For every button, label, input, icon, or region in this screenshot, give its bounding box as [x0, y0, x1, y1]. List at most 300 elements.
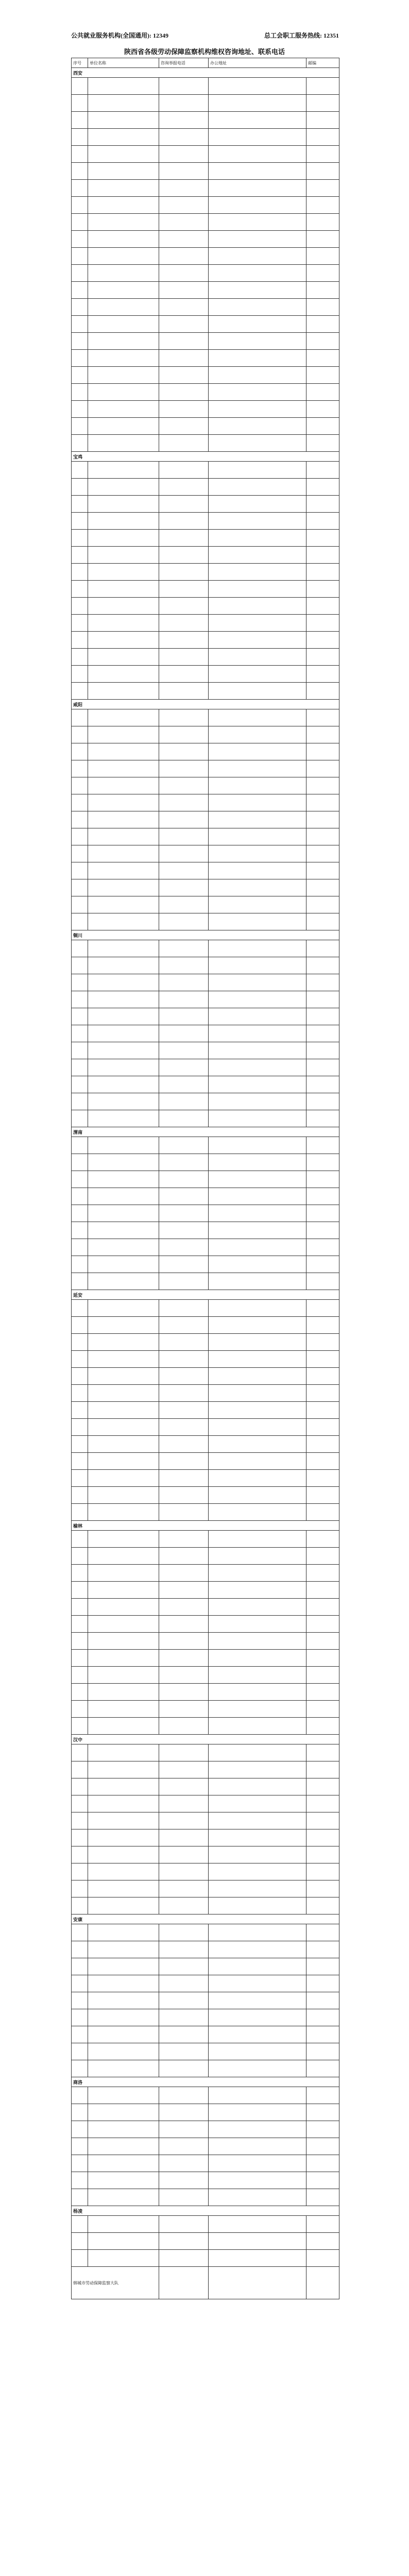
table-cell: [88, 1351, 159, 1368]
table-cell: [209, 1171, 306, 1188]
table-cell: [209, 462, 306, 479]
table-row: [72, 1548, 339, 1565]
table-cell: [72, 231, 88, 248]
table-cell: [306, 299, 339, 316]
table-row: [72, 1076, 339, 1093]
table-cell: [88, 1300, 159, 1317]
table-row: [72, 316, 339, 333]
table-cell: [88, 649, 159, 666]
table-cell: [72, 1941, 88, 1958]
table-cell: [209, 1222, 306, 1239]
table-row: [72, 1436, 339, 1453]
table-cell: [159, 1701, 209, 1718]
table-cell: [72, 547, 88, 564]
table-row: [72, 1582, 339, 1599]
table-row: [72, 350, 339, 367]
table-cell: [159, 581, 209, 598]
table-cell: [306, 1701, 339, 1718]
table-cell: [209, 683, 306, 700]
table-cell: [88, 1863, 159, 1880]
table-cell: [72, 2172, 88, 2189]
table-cell: [209, 2104, 306, 2121]
table-cell: [88, 496, 159, 513]
table-cell: [159, 1531, 209, 1548]
table-cell: [88, 1684, 159, 1701]
table-row: [72, 940, 339, 957]
table-cell: [88, 1470, 159, 1487]
column-header: 咨询举报电话: [159, 58, 209, 68]
table-row: [72, 598, 339, 615]
table-cell: [159, 1958, 209, 1975]
table-row: [72, 1795, 339, 1812]
table-cell: [88, 180, 159, 197]
table-cell: [209, 760, 306, 777]
table-cell: [209, 496, 306, 513]
table-row: [72, 1008, 339, 1025]
table-cell: [209, 1761, 306, 1778]
table-cell: [306, 2087, 339, 2104]
document-title: 陕西省各级劳动保障监察机构维权咨询地址、联系电话: [124, 48, 285, 56]
table-cell: [88, 1042, 159, 1059]
table-cell: [306, 1351, 339, 1368]
table-cell: [209, 2267, 306, 2299]
table-cell: [209, 1256, 306, 1273]
table-cell: [88, 163, 159, 180]
table-cell: [88, 709, 159, 726]
table-cell: [72, 1548, 88, 1565]
table-cell: [306, 1334, 339, 1351]
table-row: [72, 197, 339, 214]
table-cell: [72, 1137, 88, 1154]
table-cell: [159, 1385, 209, 1402]
table-cell: [72, 1897, 88, 1914]
table-cell: [72, 828, 88, 845]
table-row: [72, 1667, 339, 1684]
table-cell: [159, 1402, 209, 1419]
table-cell: [72, 2250, 88, 2267]
table-cell: [209, 2060, 306, 2077]
table-cell: [209, 2087, 306, 2104]
table-cell: [306, 862, 339, 879]
table-cell: [209, 231, 306, 248]
table-cell: [159, 666, 209, 683]
table-cell: [209, 1863, 306, 1880]
table-row: [72, 1110, 339, 1127]
table-cell: [88, 845, 159, 862]
region-header-row: [72, 1127, 339, 1137]
table-cell: [72, 1042, 88, 1059]
table-cell: [72, 991, 88, 1008]
table-cell: [88, 683, 159, 700]
table-cell: [159, 1582, 209, 1599]
table-cell: [72, 598, 88, 615]
table-cell: [306, 197, 339, 214]
table-cell: [159, 564, 209, 581]
table-cell: [209, 547, 306, 564]
table-cell: [306, 1317, 339, 1334]
table-cell: [159, 2043, 209, 2060]
table-row: [72, 367, 339, 384]
table-cell: [72, 1470, 88, 1487]
table-cell: [88, 231, 159, 248]
table-cell: [159, 743, 209, 760]
table-cell: [306, 1548, 339, 1565]
table-cell: [306, 2043, 339, 2060]
table-cell: [209, 1897, 306, 1914]
table-cell: [159, 265, 209, 282]
table-cell: [209, 2233, 306, 2250]
table-cell: [88, 615, 159, 632]
table-row: [72, 214, 339, 231]
table-cell: [88, 95, 159, 112]
table-cell: [209, 1059, 306, 1076]
table-cell: [209, 367, 306, 384]
region-header-row: [72, 1290, 339, 1300]
table-row: [72, 248, 339, 265]
table-cell: [209, 1565, 306, 1582]
table-cell: [72, 2189, 88, 2206]
table-cell: [72, 1351, 88, 1368]
table-cell: [72, 367, 88, 384]
table-cell: [209, 2172, 306, 2189]
table-cell: [88, 530, 159, 547]
table-cell: [159, 991, 209, 1008]
table-cell: [88, 1650, 159, 1667]
table-row: [72, 1744, 339, 1761]
table-cell: [159, 2216, 209, 2233]
table-cell: [159, 1880, 209, 1897]
table-cell: [159, 1154, 209, 1171]
table-cell: [306, 418, 339, 435]
table-cell: [159, 299, 209, 316]
table-cell: [88, 1582, 159, 1599]
table-cell: [88, 1025, 159, 1042]
table-cell: [209, 1317, 306, 1334]
table-row: [72, 1958, 339, 1975]
public-employment-hotline: 公共就业服务机构(全国通用): 12349: [71, 32, 168, 39]
table-row: [72, 299, 339, 316]
table-cell: [159, 1317, 209, 1334]
table-cell: [209, 112, 306, 129]
table-cell: [88, 1076, 159, 1093]
table-cell: [159, 479, 209, 496]
table-cell: [306, 1718, 339, 1735]
table-cell: [209, 1924, 306, 1941]
table-row: [72, 282, 339, 299]
table-cell: [88, 1812, 159, 1829]
table-cell: [159, 1076, 209, 1093]
table-cell: [306, 479, 339, 496]
table-cell: [209, 1975, 306, 1992]
table-cell: [88, 1975, 159, 1992]
table-cell: [209, 913, 306, 930]
table-cell: [159, 2121, 209, 2138]
table-cell: [72, 95, 88, 112]
table-cell: [209, 1667, 306, 1684]
table-cell: [209, 811, 306, 828]
table-cell: [306, 743, 339, 760]
table-cell: [209, 282, 306, 299]
table-row: [72, 513, 339, 530]
table-row: [72, 1093, 339, 1110]
table-row: [72, 1137, 339, 1154]
table-row: [72, 2104, 339, 2121]
table-row: [72, 581, 339, 598]
table-cell: [159, 828, 209, 845]
table-cell: [209, 794, 306, 811]
table-cell: [159, 2087, 209, 2104]
table-cell: [209, 316, 306, 333]
table-cell: [209, 1633, 306, 1650]
table-cell: [306, 1975, 339, 1992]
table-row: [72, 1205, 339, 1222]
table-cell: [88, 777, 159, 794]
table-cell: [72, 940, 88, 957]
table-cell: [159, 683, 209, 700]
table-cell: [159, 1975, 209, 1992]
table-cell: [159, 146, 209, 163]
table-cell: [209, 513, 306, 530]
table-row: [72, 1846, 339, 1863]
table-cell: [209, 1205, 306, 1222]
table-cell: [306, 1846, 339, 1863]
table-row: [72, 845, 339, 862]
table-cell: [72, 1582, 88, 1599]
table-row: [72, 265, 339, 282]
table-cell: [159, 1334, 209, 1351]
table-cell: [72, 129, 88, 146]
table-cell: [88, 598, 159, 615]
table-cell: [159, 496, 209, 513]
table-cell: [88, 299, 159, 316]
table-cell: [209, 435, 306, 452]
table-cell: [88, 2233, 159, 2250]
table-cell: [88, 462, 159, 479]
table-cell: [159, 862, 209, 879]
table-row: [72, 760, 339, 777]
table-row: [72, 1897, 339, 1914]
table-cell: [88, 2104, 159, 2121]
region-header-row: [72, 1521, 339, 1531]
table-cell: [159, 2155, 209, 2172]
table-cell: [159, 1616, 209, 1633]
table-cell: [72, 957, 88, 974]
table-cell: [306, 974, 339, 991]
table-cell: [88, 1718, 159, 1735]
table-cell: [159, 1453, 209, 1470]
table-cell: [209, 1744, 306, 1761]
table-cell: [209, 1650, 306, 1667]
table-cell: [72, 418, 88, 435]
table-row: [72, 2155, 339, 2172]
table-cell: [306, 350, 339, 367]
table-row: [72, 1188, 339, 1205]
table-cell: [306, 1093, 339, 1110]
table-cell: [209, 1334, 306, 1351]
table-cell: [88, 1897, 159, 1914]
table-cell: [88, 1273, 159, 1290]
table-cell: [88, 1256, 159, 1273]
table-cell: [88, 2155, 159, 2172]
table-row: [72, 2043, 339, 2060]
table-cell: [72, 197, 88, 214]
table-cell: [209, 581, 306, 598]
table-cell: [72, 1419, 88, 1436]
table-cell: [72, 1684, 88, 1701]
table-cell: [88, 513, 159, 530]
table-cell: [159, 418, 209, 435]
table-row: [72, 1351, 339, 1368]
table-cell: [209, 1076, 306, 1093]
table-cell: [72, 1402, 88, 1419]
table-cell: [159, 1470, 209, 1487]
table-cell: [159, 1025, 209, 1042]
table-row: [72, 146, 339, 163]
table-cell: [72, 2155, 88, 2172]
table-row: [72, 1565, 339, 1582]
table-cell: [159, 845, 209, 862]
column-header: 办公地址: [209, 58, 306, 68]
table-cell: [306, 1368, 339, 1385]
table-cell: [209, 743, 306, 760]
table-cell: [306, 316, 339, 333]
table-row: [72, 1419, 339, 1436]
table-cell: [72, 435, 88, 452]
table-cell: [72, 1222, 88, 1239]
table-cell: [88, 479, 159, 496]
table-cell: [159, 316, 209, 333]
table-cell: [306, 2216, 339, 2233]
table-cell: [72, 1812, 88, 1829]
table-cell: [72, 862, 88, 879]
table-cell: [88, 1761, 159, 1778]
table-cell: [72, 1059, 88, 1076]
table-cell: [209, 2043, 306, 2060]
table-cell: [306, 435, 339, 452]
table-row: [72, 333, 339, 350]
table-cell: [72, 1718, 88, 1735]
table-cell: [159, 163, 209, 180]
table-cell: [72, 2121, 88, 2138]
table-cell: [209, 632, 306, 649]
table-cell: [88, 940, 159, 957]
table-cell: [306, 1924, 339, 1941]
table-cell: [72, 316, 88, 333]
table-cell: [306, 1582, 339, 1599]
table-cell: [88, 991, 159, 1008]
table-row: [72, 666, 339, 683]
table-cell: [209, 2121, 306, 2138]
table-cell: [159, 129, 209, 146]
table-cell: [159, 1829, 209, 1846]
table-row: [72, 2138, 339, 2155]
table-row: [72, 1778, 339, 1795]
table-cell: [306, 1897, 339, 1914]
table-cell: [72, 1616, 88, 1633]
table-cell: [72, 1650, 88, 1667]
table-cell: [72, 1487, 88, 1504]
table-cell: [159, 1239, 209, 1256]
table-cell: [209, 564, 306, 581]
table-cell: [159, 384, 209, 401]
table-row: [72, 2060, 339, 2077]
table-cell: [88, 2172, 159, 2189]
table-cell: [72, 1025, 88, 1042]
table-cell: [72, 1880, 88, 1897]
table-cell: [159, 913, 209, 930]
table-cell: [159, 401, 209, 418]
table-cell: [159, 2233, 209, 2250]
table-row: [72, 615, 339, 632]
table-cell: [209, 1025, 306, 1042]
table-cell: [72, 683, 88, 700]
table-cell: [72, 1701, 88, 1718]
table-cell: [209, 940, 306, 957]
table-cell: [209, 1718, 306, 1735]
table-row: [72, 1616, 339, 1633]
table-cell: [88, 743, 159, 760]
table-cell: [88, 197, 159, 214]
table-cell: [88, 1368, 159, 1385]
table-cell: [159, 2189, 209, 2206]
table-cell: [72, 513, 88, 530]
table-cell: [306, 1008, 339, 1025]
table-row: [72, 709, 339, 726]
table-cell: [159, 112, 209, 129]
table-cell: [88, 1880, 159, 1897]
table-cell: [209, 1453, 306, 1470]
table-cell: [306, 1453, 339, 1470]
table-cell: [72, 1317, 88, 1334]
table-cell: [72, 282, 88, 299]
table-cell: [88, 2138, 159, 2155]
table-cell: [306, 1958, 339, 1975]
table-cell: [159, 1812, 209, 1829]
table-cell: [209, 1778, 306, 1795]
table-cell: [88, 879, 159, 896]
table-cell: [306, 547, 339, 564]
table-cell: [209, 896, 306, 913]
table-cell: [306, 649, 339, 666]
table-cell: [159, 1008, 209, 1025]
table-cell: [306, 1633, 339, 1650]
table-row: [72, 479, 339, 496]
table-cell: [88, 1565, 159, 1582]
table-cell: [72, 1273, 88, 1290]
table-cell: [72, 248, 88, 265]
table-cell: [306, 1778, 339, 1795]
table-cell: [88, 129, 159, 146]
table-cell: [159, 530, 209, 547]
table-row: [72, 462, 339, 479]
table-cell: [88, 78, 159, 95]
table-cell: [88, 974, 159, 991]
table-cell: [72, 726, 88, 743]
table-cell: [209, 265, 306, 282]
table-cell: [159, 231, 209, 248]
table-cell: [72, 581, 88, 598]
table-cell: [306, 1300, 339, 1317]
table-cell: [306, 513, 339, 530]
table-cell: [209, 78, 306, 95]
table-cell: [72, 1334, 88, 1351]
region-name: 铜川: [72, 930, 339, 940]
table-cell: [159, 435, 209, 452]
table-cell: [209, 129, 306, 146]
table-cell: [159, 1137, 209, 1154]
table-cell: [159, 1778, 209, 1795]
table-cell: [72, 1008, 88, 1025]
